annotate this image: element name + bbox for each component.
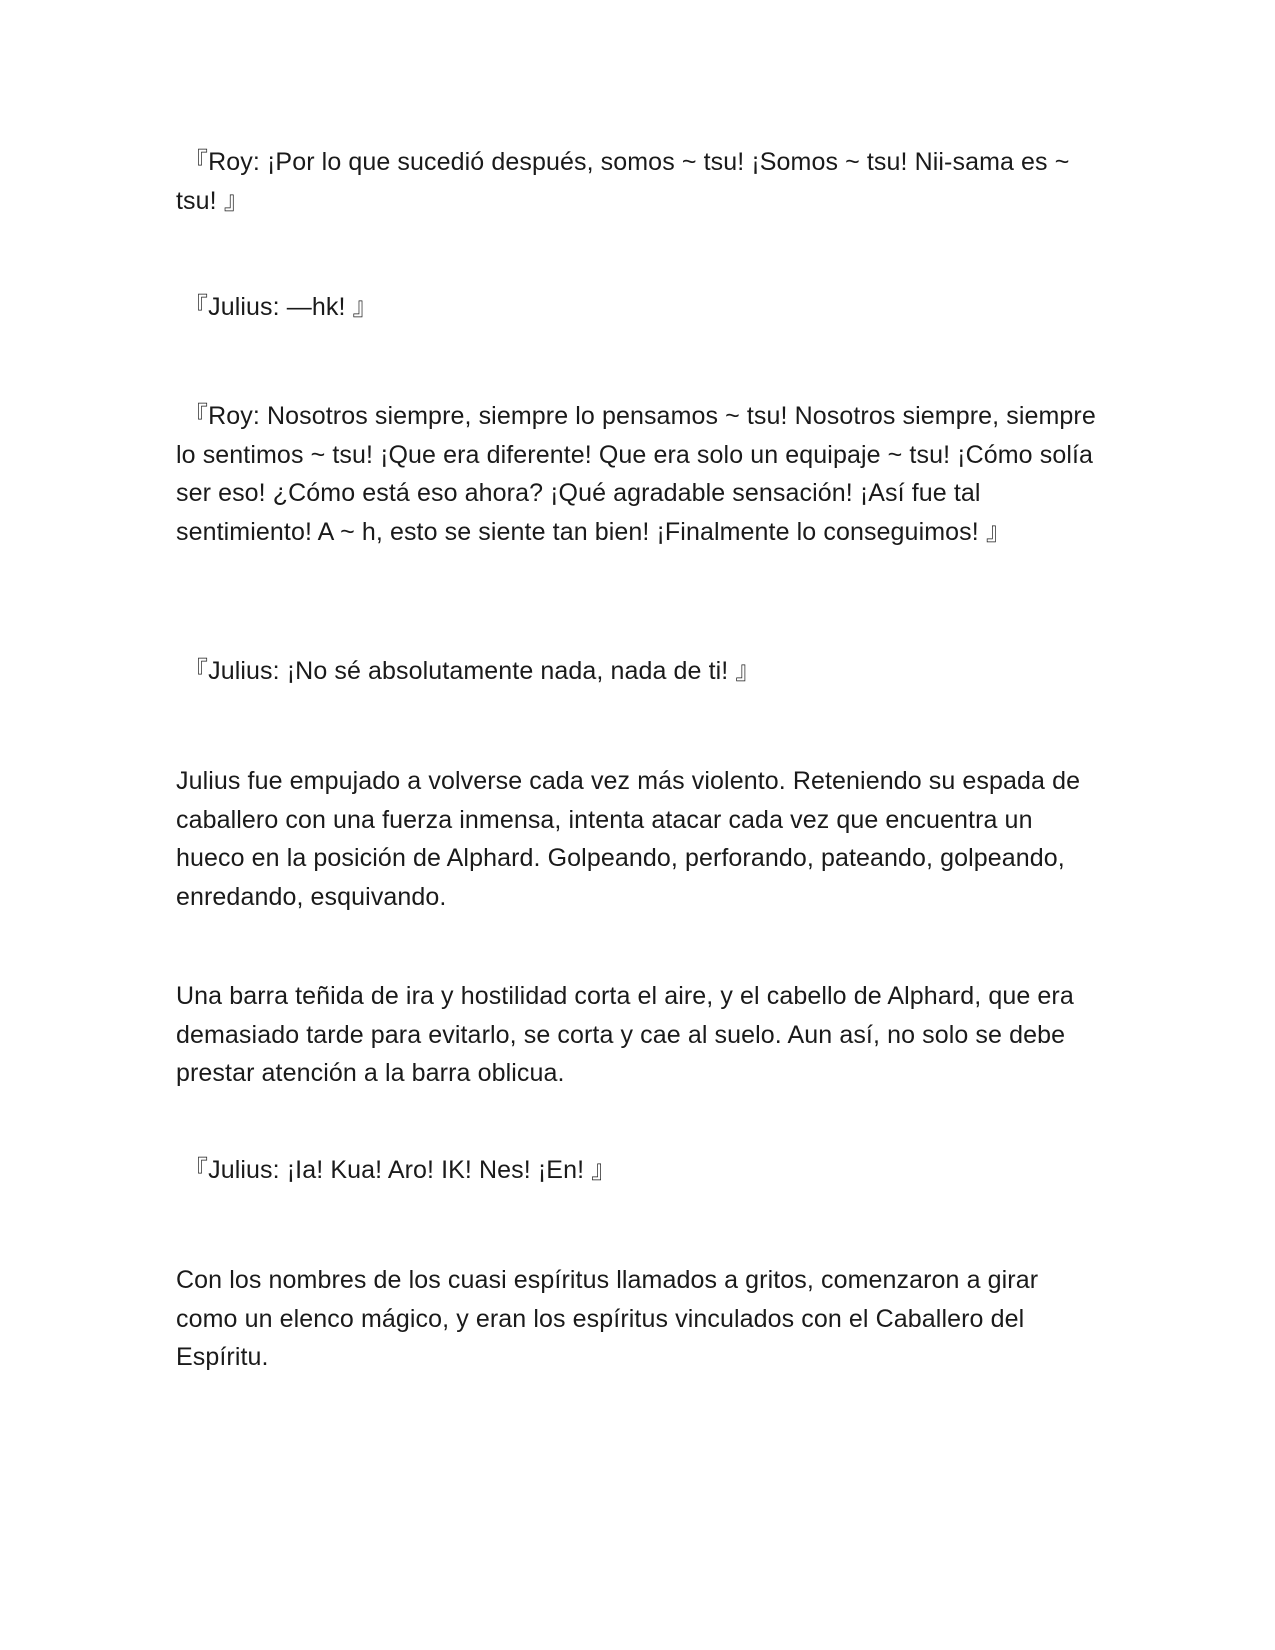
dialogue-julius-1: 『Julius: —hk! 』 [176,293,378,321]
dialogue-julius-2: 『Julius: ¡No sé absolutamente nada, nada de ti! 』 [176,657,761,685]
narration-paragraph-3: Con los nombres de los cuasi espíritus llamados a gritos, comenzaron a girar como un elenco mágico, y eran los espíritus vinculados con el Caballero del Espíritu. [176,1266,1039,1371]
narration-paragraph-1: Julius fue empujado a volverse cada vez más violento. Reteniendo su espada de caballero con una fuerza inmensa, intenta atacar cada vez que encuentra un hueco en la posición de Alphard. Golpeando, perforando, pateando, golpeando, enredando, esquivando. [176,767,1081,911]
narration-paragraph-2: Una barra teñida de ira y hostilidad corta el aire, y el cabello de Alphard, que era demasiado tarde para evitarlo, se corta y cae al suelo. Aun así, no solo se debe prestar atención a la barra oblicua. [176,982,1074,1087]
dialogue-roy-2: 『Roy: Nosotros siempre, siempre lo pensamos ~ tsu! Nosotros siempre, siempre lo sentimos ~ tsu! ¡Que era diferente! Que era solo un equipaje ~ tsu! ¡Cómo solía ser eso! ¿Cómo está eso ahora? ¡Qué agradable sensación! ¡Así fue tal sentimiento! A ~ h, esto se siente tan bien! ¡Finalmente lo conseguimos! 』 [176,402,1096,546]
dialogue-roy-1: 『Roy: ¡Por lo que sucedió después, somos ~ tsu! ¡Somos ~ tsu! Nii-sama es ~ tsu! 』 [176,148,1070,215]
dialogue-julius-3: 『Julius: ¡Ia! Kua! Aro! IK! Nes! ¡En! 』 [176,1156,617,1184]
